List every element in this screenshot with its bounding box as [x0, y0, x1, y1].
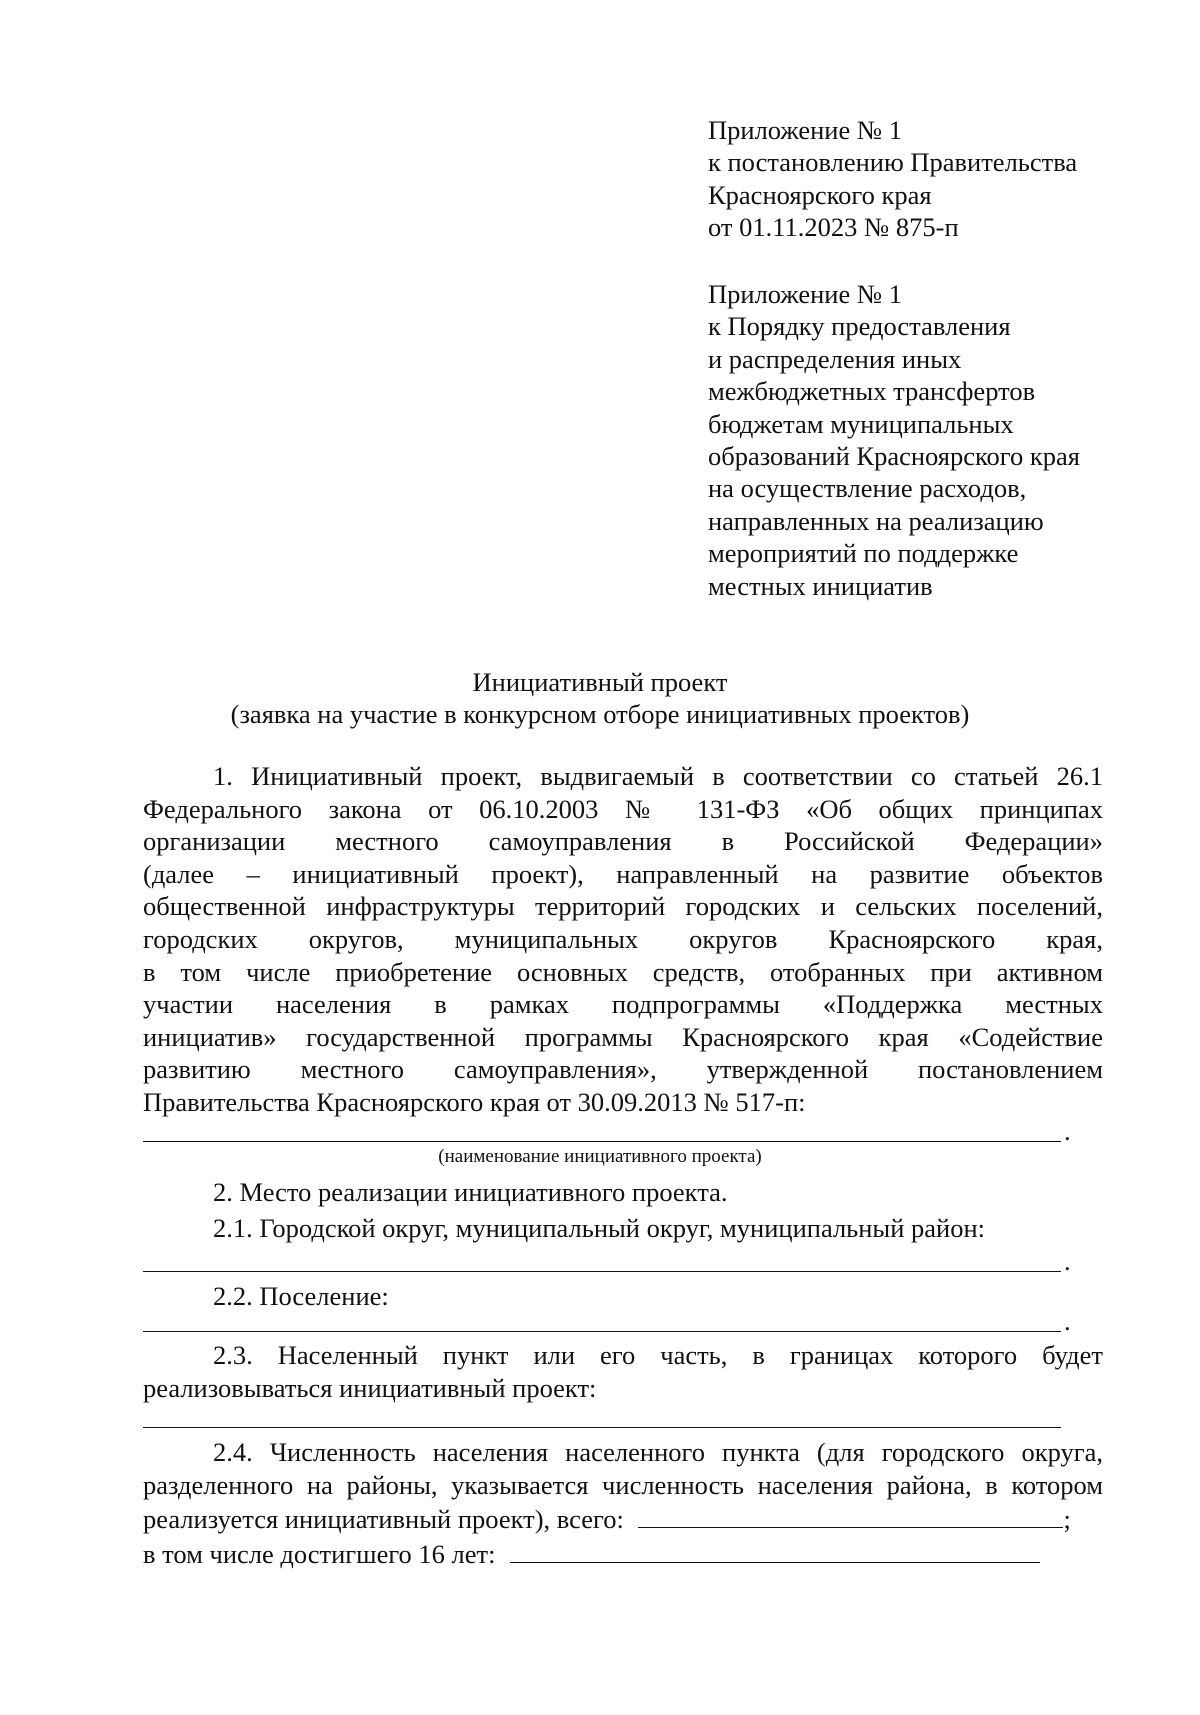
title-main: Инициативный проект: [472, 667, 728, 697]
locality-field[interactable]: [143, 1427, 1061, 1428]
appendix-line: Приложение № 1: [708, 279, 903, 309]
title-subtitle: (заявка на участие в конкурсном отборе инициативных проектов): [230, 699, 970, 730]
paragraph-line: в том числе приобретение основных средств, отобранных при активном: [143, 956, 1103, 987]
appendix-line: и распределения иных: [708, 343, 962, 374]
appendix-header-1: [708, 114, 1148, 244]
item-2-3: [143, 1339, 1103, 1404]
item-2-2-label: 2.2. Поселение:: [213, 1281, 389, 1311]
item-2-3-line: реализовываться инициативный проект:: [143, 1372, 597, 1403]
appendix-line: мероприятий по поддержке: [708, 538, 1019, 569]
item-2-4-line-4: [143, 1536, 1103, 1571]
appendix-line: направленных на реализацию: [708, 505, 1044, 536]
item-2-4-line: 2.4. Численность населения населенного пункта (для городского округа,: [213, 1437, 1103, 1467]
appendix-line: Приложение № 1: [708, 115, 903, 145]
document-title: [0, 666, 1200, 731]
appendix-line: образований Красноярского края: [708, 441, 1080, 472]
paragraph-line: Федерального закона от 06.10.2003 № 131-ФЗ «Об общих принципах: [143, 793, 1103, 824]
appendix-header-2: [708, 278, 1148, 602]
project-name-field[interactable]: [143, 1141, 1061, 1142]
paragraph-line: инициатив» государственной программы Красноярского края «Содействие: [143, 1021, 1103, 1052]
line-period: .: [1064, 1116, 1071, 1146]
line-period: .: [1064, 1306, 1071, 1336]
section-2-heading: 2. Место реализации инициативного проекта.: [213, 1177, 728, 1207]
appendix-line: Красноярского края: [708, 179, 932, 210]
item-2-3-line: 2.3. Населенный пункт или его часть, в границах которого будет: [213, 1340, 1103, 1370]
paragraph-line: 1. Инициативный проект, выдвигаемый в соответствии со статьей 26.1: [213, 761, 1103, 791]
paragraph-line: городских округов, муниципальных округов Красноярского края,: [143, 923, 1103, 954]
item-2-4-line-3: [143, 1501, 1103, 1536]
item-2-4-line: разделенного на районы, указывается численность населения района, в котором: [143, 1469, 1103, 1500]
appendix-line: от 01.11.2023 № 875-п: [708, 212, 959, 243]
project-name-caption: (наименование инициативного проекта): [438, 1146, 762, 1167]
appendix-line: местных инициатив: [708, 570, 933, 601]
appendix-line: на осуществление расходов,: [708, 473, 1027, 504]
paragraph-line: (далее – инициативный проект), направленный на развитие объектов: [143, 858, 1103, 889]
paragraph-line: участии населения в рамках подпрограммы «Поддержка местных: [143, 989, 1103, 1020]
paragraph-line: организации местного самоуправления в Российской Федерации»: [143, 826, 1103, 857]
appendix-line: межбюджетных трансфертов: [708, 376, 1036, 407]
population-16-field[interactable]: [510, 1536, 1040, 1563]
population-total-field[interactable]: [638, 1501, 1063, 1528]
section-1-paragraph: [143, 760, 1103, 1119]
line-semicolon: ;: [1063, 1504, 1071, 1535]
population-total-label: реализуется инициативный проект), всего:: [143, 1504, 624, 1535]
settlement-field[interactable]: [143, 1331, 1061, 1332]
appendix-line: к Порядку предоставления: [708, 311, 1011, 342]
appendix-line: бюджетам муниципальных: [708, 408, 1014, 439]
district-field[interactable]: [143, 1271, 1061, 1272]
paragraph-line: общественной инфраструктуры территорий городских и сельских поселений,: [143, 891, 1103, 922]
paragraph-line: развитию местного самоуправления», утвержденной постановлением: [143, 1054, 1103, 1085]
item-2-4: [143, 1436, 1103, 1570]
population-16-label: в том числе достигшего 16 лет:: [143, 1538, 496, 1569]
appendix-line: к постановлению Правительства: [708, 147, 1078, 178]
line-period: .: [1064, 1246, 1071, 1276]
paragraph-line: Правительства Красноярского края от 30.09.2013 № 517-п:: [143, 1086, 806, 1117]
item-2-1-label: 2.1. Городской округ, муниципальный округ, муниципальный район:: [213, 1213, 986, 1243]
